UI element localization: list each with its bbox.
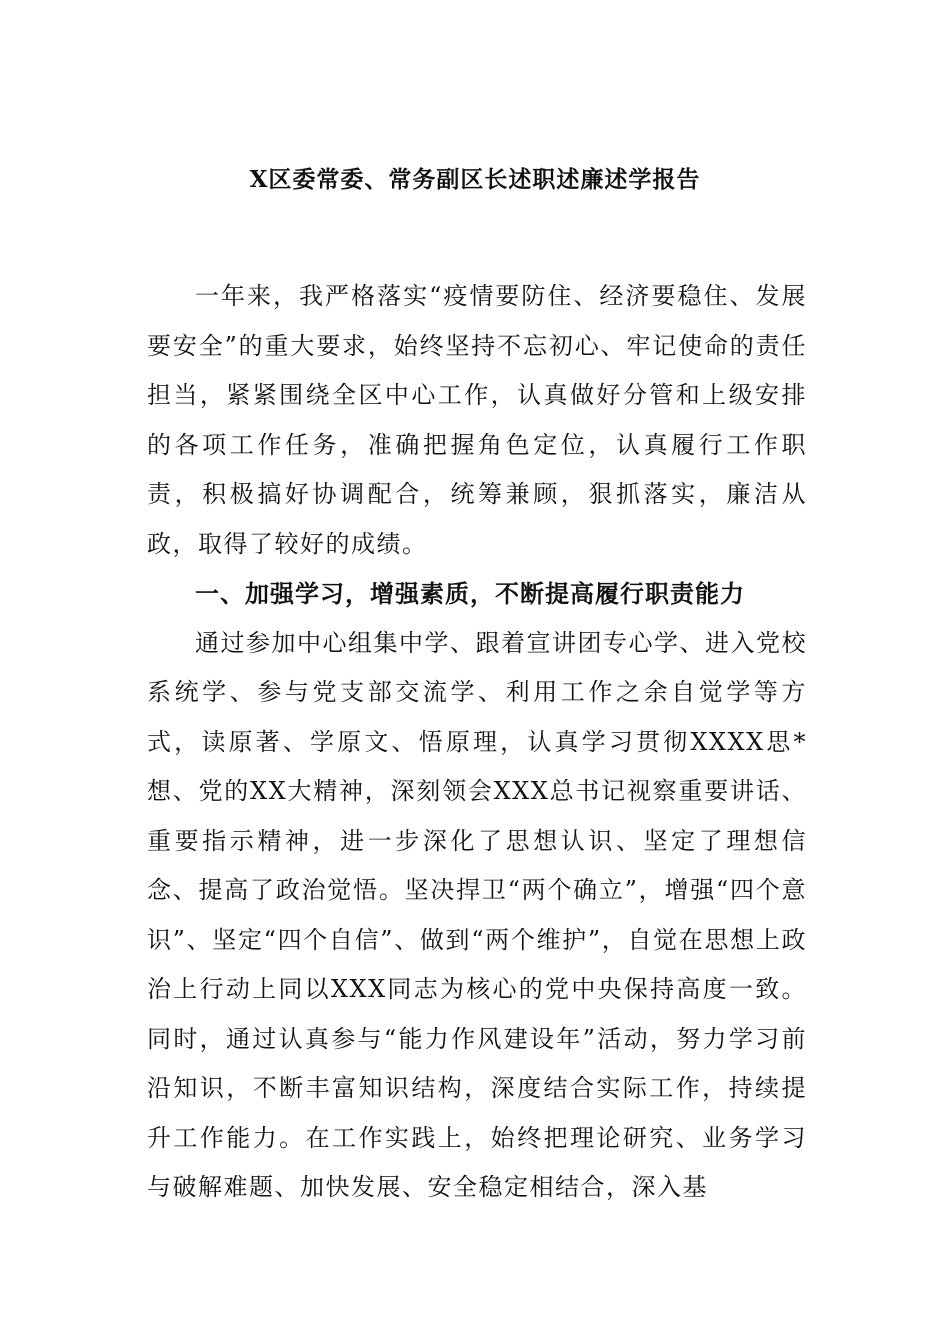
document-title: X区委常委、常务副区长述职述廉述学报告 [249,166,701,193]
intro-paragraph: 一年来，我严格落实“疫情要防住、经济要稳住、发展要安全”的重大要求，始终坚持不忘初心、牢记使命的责任担当，紧紧围绕全区中心工作，认真做好分管和上级安排的各项工作任务，准确把握角色定位，认真履行工作职责，积极搞好协调配合，统筹兼顾，狠抓落实，廉洁从政，取得了较好的成绩。 [147,282,807,558]
section-1-heading: 一、加强学习，增强素质，不断提高履行职责能力 [195,579,745,608]
document-body [147,272,807,1213]
section-1-paragraph: 通过参加中心组集中学、跟着宣讲团专心学、进入党校系统学、参与党支部交流学、利用工作之余自觉学等方式，读原著、学原文、悟原理，认真学习贯彻XXXX思*想、党的XX大精神，深刻领会XXX总书记视察重要讲话、重要指示精神，进一步深化了思想认识、坚定了理想信念、提高了政治觉悟。坚决捍卫“两个确立”，增强“四个意识”、坚定“四个自信”、做到“两个维护”，自觉在思想上政治上行动上同以XXX同志为核心的党中央保持高度一致。同时，通过认真参与“能力作风建设年”活动，努力学习前沿知识，不断丰富知识结构，深度结合实际工作，持续提升工作能力。在工作实践上，始终把理论研究、业务学习与破解难题、加快发展、安全稳定相结合，深入基 [147,628,807,1201]
